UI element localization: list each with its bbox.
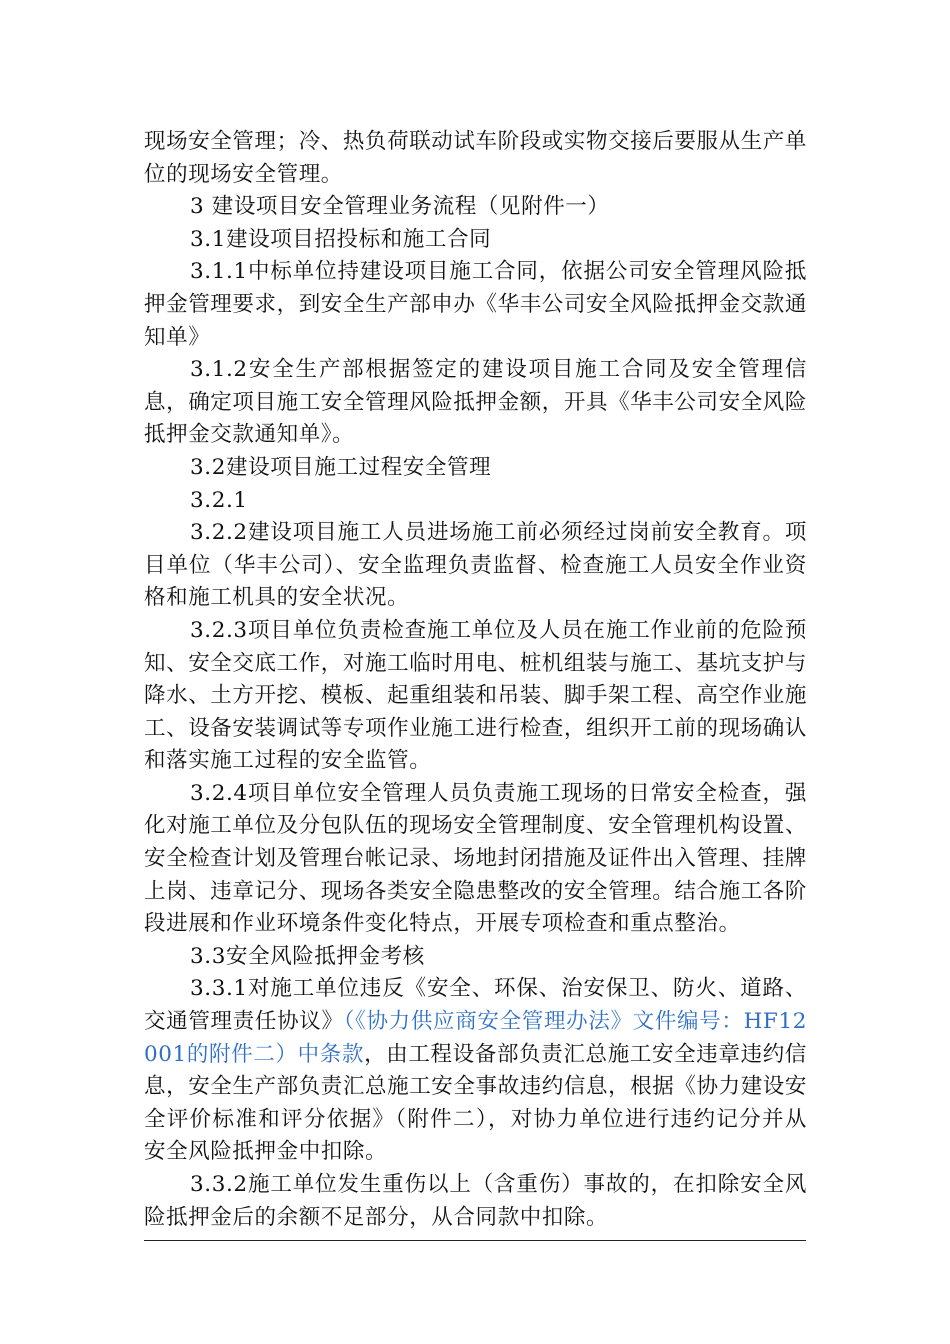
paragraph-3-2-2: 3.2.2建设项目施工人员进场施工前必须经过岗前安全教育。项目单位（华丰公司）、安全监理负责监督、检查施工人员安全作业资格和施工机具的安全状况。	[144, 520, 807, 611]
heading-section-3-3: 3.3安全风险抵押金考核	[190, 943, 425, 969]
paragraph-3-2-1: 3.2.1	[190, 487, 248, 513]
paragraph-3-2-3: 3.2.3项目单位负责检查施工单位及人员在施工作业前的危险预知、安全交底工作，对施工临时用电、桩机组装与施工、基坑支护与降水、土方开挖、模板、起重组装和吊装、脚手架工程、高空作业施工、设备安装调试等专项作业施工进行检查，组织开工前的现场确认和落实施工过程的安全监管。	[144, 617, 808, 774]
paragraph-3-1-2: 3.1.2安全生产部根据签定的建设项目施工合同及安全管理信息，确定项目施工安全管理风险抵押金额，开具《华丰公司安全风险抵押金交款通知单》。	[144, 357, 808, 448]
heading-section-3: 3 建设项目安全管理业务流程（见附件一）	[190, 194, 610, 220]
paragraph-3-1-1: 3.1.1中标单位持建设项目施工合同，依据公司安全管理风险抵押金管理要求，到安全生产部申办《华丰公司安全风险抵押金交款通知单》	[144, 259, 808, 350]
reference-link[interactable]: （《协力供应商安全管理办法》文件编号：HF12001的附件二）中条款	[144, 1009, 808, 1067]
document-body	[144, 126, 807, 1234]
paragraph-3-3-1-after: ，由工程设备部负责汇总施工安全违章违约信息，安全生产部负责汇总施工安全事故违约信息，根据《协力建设安全评价标准和评分依据》（附件二），对协力单位进行违约记分并从安全风险抵押金中扣除。	[144, 1041, 808, 1165]
footer-divider	[144, 1240, 806, 1241]
paragraph-3-2-4: 3.2.4项目单位安全管理人员负责施工现场的日常安全检查，强化对施工单位及分包队伍的现场安全管理制度、安全管理机构设置、安全检查计划及管理台帐记录、场地封闭措施及证件出入管理、挂牌上岗、违章记分、现场各类安全隐患整改的安全管理。结合施工各阶段进展和作业环境条件变化特点，开展专项检查和重点整治。	[144, 780, 808, 937]
paragraph-3-3-2: 3.3.2施工单位发生重伤以上（含重伤）事故的，在扣除安全风险抵押金后的余额不足部分，从合同款中扣除。	[144, 1172, 807, 1230]
paragraph-continuation: 现场安全管理；冷、热负荷联动试车阶段或实物交接后要服从生产单位的现场安全管理。	[144, 129, 808, 187]
paragraph-3-3-1-before: 3.3.1对施工单位违反《安全、环保、治安保卫、防火、道路、交通管理责任协议》	[144, 976, 807, 1035]
paragraph-3-3-1	[144, 973, 807, 1169]
heading-section-3-2: 3.2建设项目施工过程安全管理	[190, 454, 492, 480]
heading-section-3-1: 3.1建设项目招投标和施工合同	[190, 226, 492, 252]
